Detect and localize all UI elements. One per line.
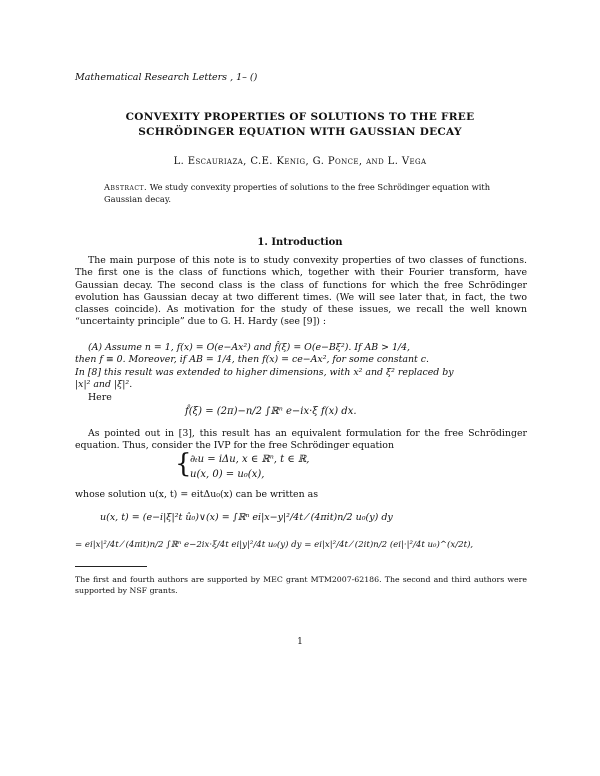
abstract bbox=[104, 181, 504, 205]
paragraph-2 bbox=[75, 428, 527, 453]
title-line-1: CONVEXITY PROPERTIES OF SOLUTIONS TO THE FREE bbox=[125, 111, 475, 123]
journal-header: Mathematical Research Letters , 1– () bbox=[75, 72, 258, 83]
footnote: The first and fourth authors are supported by MEC grant MTM2007-62186. The second and third authors were supported by NSF grants. bbox=[75, 575, 527, 595]
authors: L. Escauriaza, C.E. Kenig, G. Ponce, and L. Vega bbox=[173, 156, 427, 167]
ivp-line-1: ∂ₜu = iΔu, x ∈ ℝⁿ, t ∈ ℝ, bbox=[190, 454, 310, 465]
page-number: 1 bbox=[297, 637, 303, 647]
theorem-line-4: |x|² and |ξ|². bbox=[75, 378, 133, 390]
solution-intro bbox=[75, 489, 527, 501]
abstract-text: We study convexity properties of solutions to the free Schrödinger equation with Gaussian decay. bbox=[104, 182, 491, 204]
ivp-line-2: u(x, 0) = u₀(x), bbox=[190, 469, 265, 480]
section-heading: 1. Introduction bbox=[257, 237, 343, 248]
intro-paragraph bbox=[75, 255, 527, 329]
solution-text: whose solution u(x, t) = eitΔu₀(x) can be written as bbox=[75, 489, 319, 500]
abstract-label: Abstract. bbox=[104, 182, 148, 192]
theorem-line-3: In [8] this result was extended to higher dimensions, with x² and ξ² replaced by bbox=[75, 366, 454, 378]
theorem-line-2: then f ≡ 0. Moreover, if AB = 1/4, then f(x) = ce−Ax², for some constant c. bbox=[75, 354, 429, 366]
paper-title bbox=[60, 110, 540, 140]
theorem-line-1: (A) Assume n = 1, f(x) = O(e−Ax²) and f̂(ξ) = O(e−Bξ²). If AB > 1/4, bbox=[88, 342, 411, 353]
hardy-theorem bbox=[75, 342, 527, 391]
solution-equation-2: = ei|x|²/4t ⁄ (4πit)n/2 ∫ℝⁿ e−2ix·ξ/4t ei|y|²/4t u₀(y) dy = ei|x|²/4t ⁄ (2it)n/2 (ei|·|²/4t u₀)^(x/2t), bbox=[75, 540, 474, 550]
solution-equation-1: u(x, t) = (e−i|ξ|²t û₀)∨(x) = ∫ℝⁿ ei|x−y|²/4t ⁄ (4πit)n/2 u₀(y) dy bbox=[100, 512, 393, 523]
title-line-2: SCHRÖDINGER EQUATION WITH GAUSSIAN DECAY bbox=[138, 126, 462, 138]
paragraph-2-text: As pointed out in [3], this result has an equivalent formulation for the free Schrödinger equation. Thus, consider the IVP for the free Schrödinger equation bbox=[75, 428, 527, 452]
here-label: Here bbox=[88, 392, 112, 403]
fourier-equation: f̂(ξ) = (2π)−n/2 ∫ℝⁿ e−ix·ξ f(x) dx. bbox=[185, 406, 357, 417]
here-text bbox=[75, 392, 527, 404]
footnote-rule bbox=[75, 566, 147, 567]
intro-text: The main purpose of this note is to study convexity properties of two classes of functions. The first one is the class of functions which, together with their Fourier transform, have Gaussian decay. The second class is the class of functions for which the free Schrödinger evolution has Gaussian decay at two different times. (We will see later that, in fact, the two classes coincide). As motivation for the study of these issues, we recall the well known “uncertainty principle” due to G. H. Hardy (see [9]) : bbox=[75, 255, 527, 328]
ivp-brace: { bbox=[175, 449, 192, 479]
